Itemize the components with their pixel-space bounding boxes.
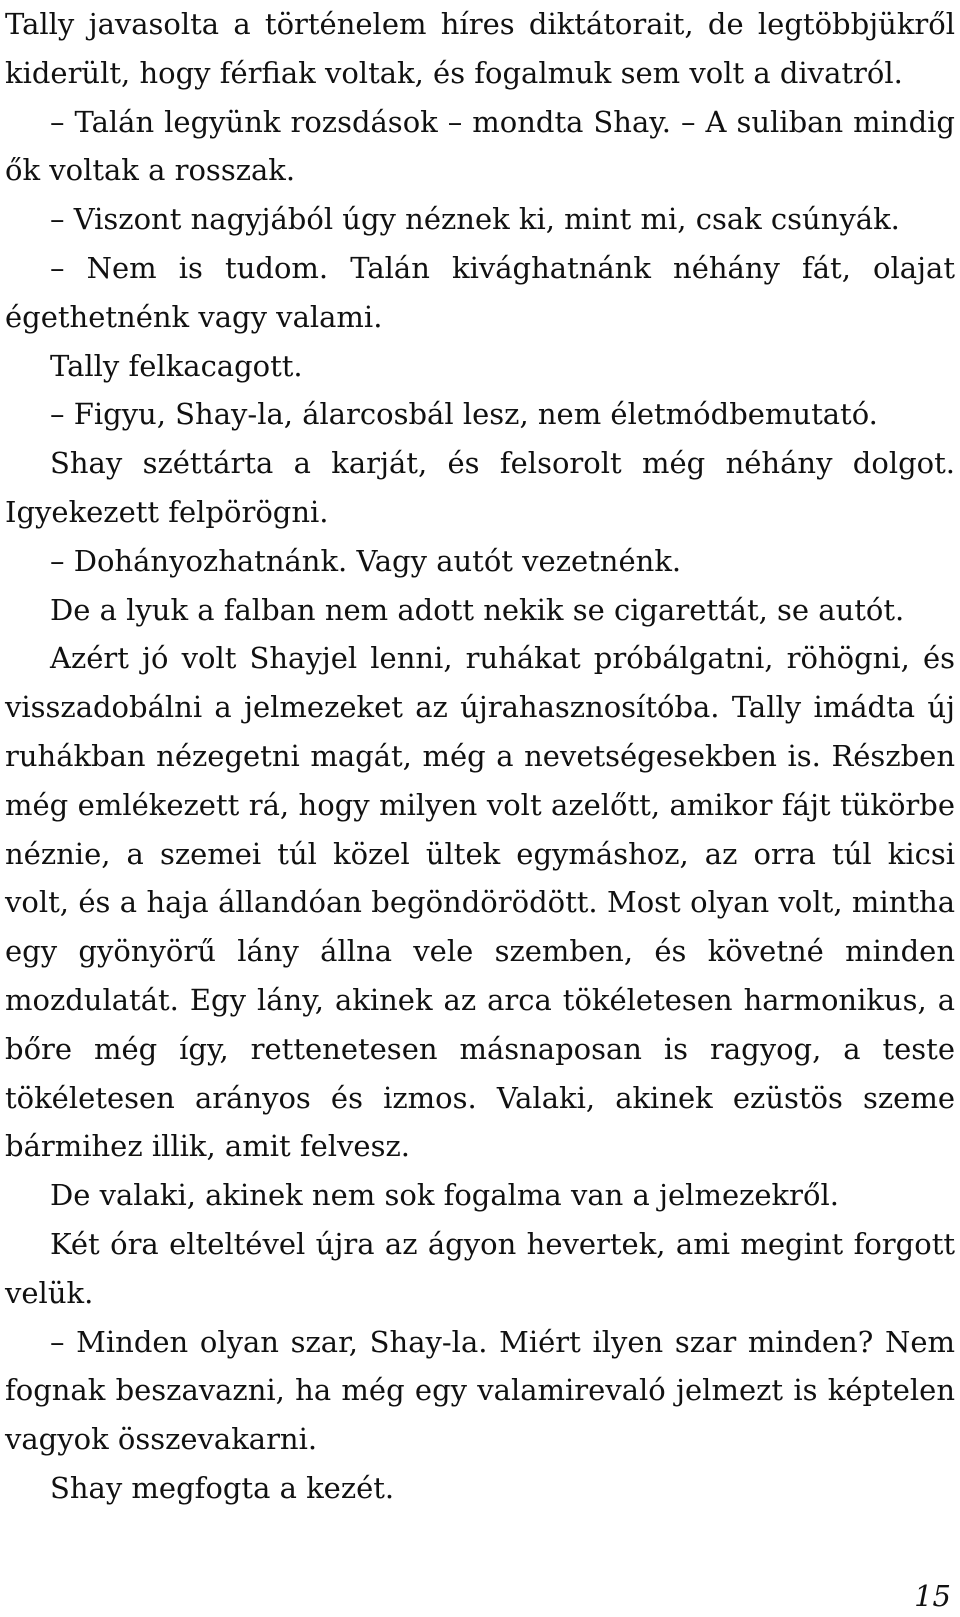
page-body xyxy=(5,0,955,1513)
paragraph: – Figyu, Shay-la, álarcosbál lesz, nem életmódbemutató. xyxy=(50,397,878,432)
paragraph: De a lyuk a falban nem adott nekik se cigarettát, se autót. xyxy=(50,592,905,627)
paragraph: – Nem is tudom. Talán kivághatnánk néhány fát, olajat égethetnénk vagy valami. xyxy=(5,250,955,334)
paragraph: – Talán legyünk rozsdások – mondta Shay. – A suliban mindig ők voltak a rosszak. xyxy=(5,104,955,188)
paragraph: Tally felkacagott. xyxy=(50,348,303,383)
page-number: 15 xyxy=(914,1579,951,1613)
paragraph: – Viszont nagyjából úgy néznek ki, mint mi, csak csúnyák. xyxy=(50,202,900,237)
paragraph: Shay megfogta a kezét. xyxy=(50,1470,395,1505)
paragraph: Shay széttárta a karját, és felsorolt még néhány dolgot. Igyekezett felpörögni. xyxy=(5,446,955,529)
paragraph: Két óra elteltével újra az ágyon hevertek, ami megint forgott velük. xyxy=(5,1226,955,1310)
paragraph: De valaki, akinek nem sok fogalma van a jelmezekről. xyxy=(50,1178,839,1213)
paragraph: – Minden olyan szar, Shay-la. Miért ilyen szar minden? Nem fognak beszavazni, ha még egy valamirevaló jelmezt is képtelen vagyok összevakarni. xyxy=(5,1324,955,1457)
paragraph: Azért jó volt Shayjel lenni, ruhákat próbálgatni, röhögni, és visszadobálni a jelmezeket az újrahasznosítóba. Tally imádta új ruhákban nézegetni magát, még a nevetségesekben is. Részben még emlékezett rá, hogy milyen volt azelőtt, amikor fájt tükörbe néznie, a szemei túl közel ültek egymáshoz, az orra túl kicsi volt, és a haja állandóan begöndörödött. Most olyan volt, mintha egy gyönyörű lány állna vele szemben, és követné minden mozdulatát. Egy lány, akinek az arca tökéletesen harmonikus, a bőre még így, rettenetesen másnaposan is ragyog, a teste tökéletesen arányos és izmos. Valaki, akinek ezüstös szeme bármihez illik, amit felvesz. xyxy=(5,641,955,1164)
paragraph: – Dohányozhatnánk. Vagy autót vezetnénk. xyxy=(50,543,682,578)
paragraph: Tally javasolta a történelem híres diktátorait, de legtöbbjükről kiderült, hogy férfiak voltak, és fogalmuk sem volt a divatról. xyxy=(5,7,955,90)
